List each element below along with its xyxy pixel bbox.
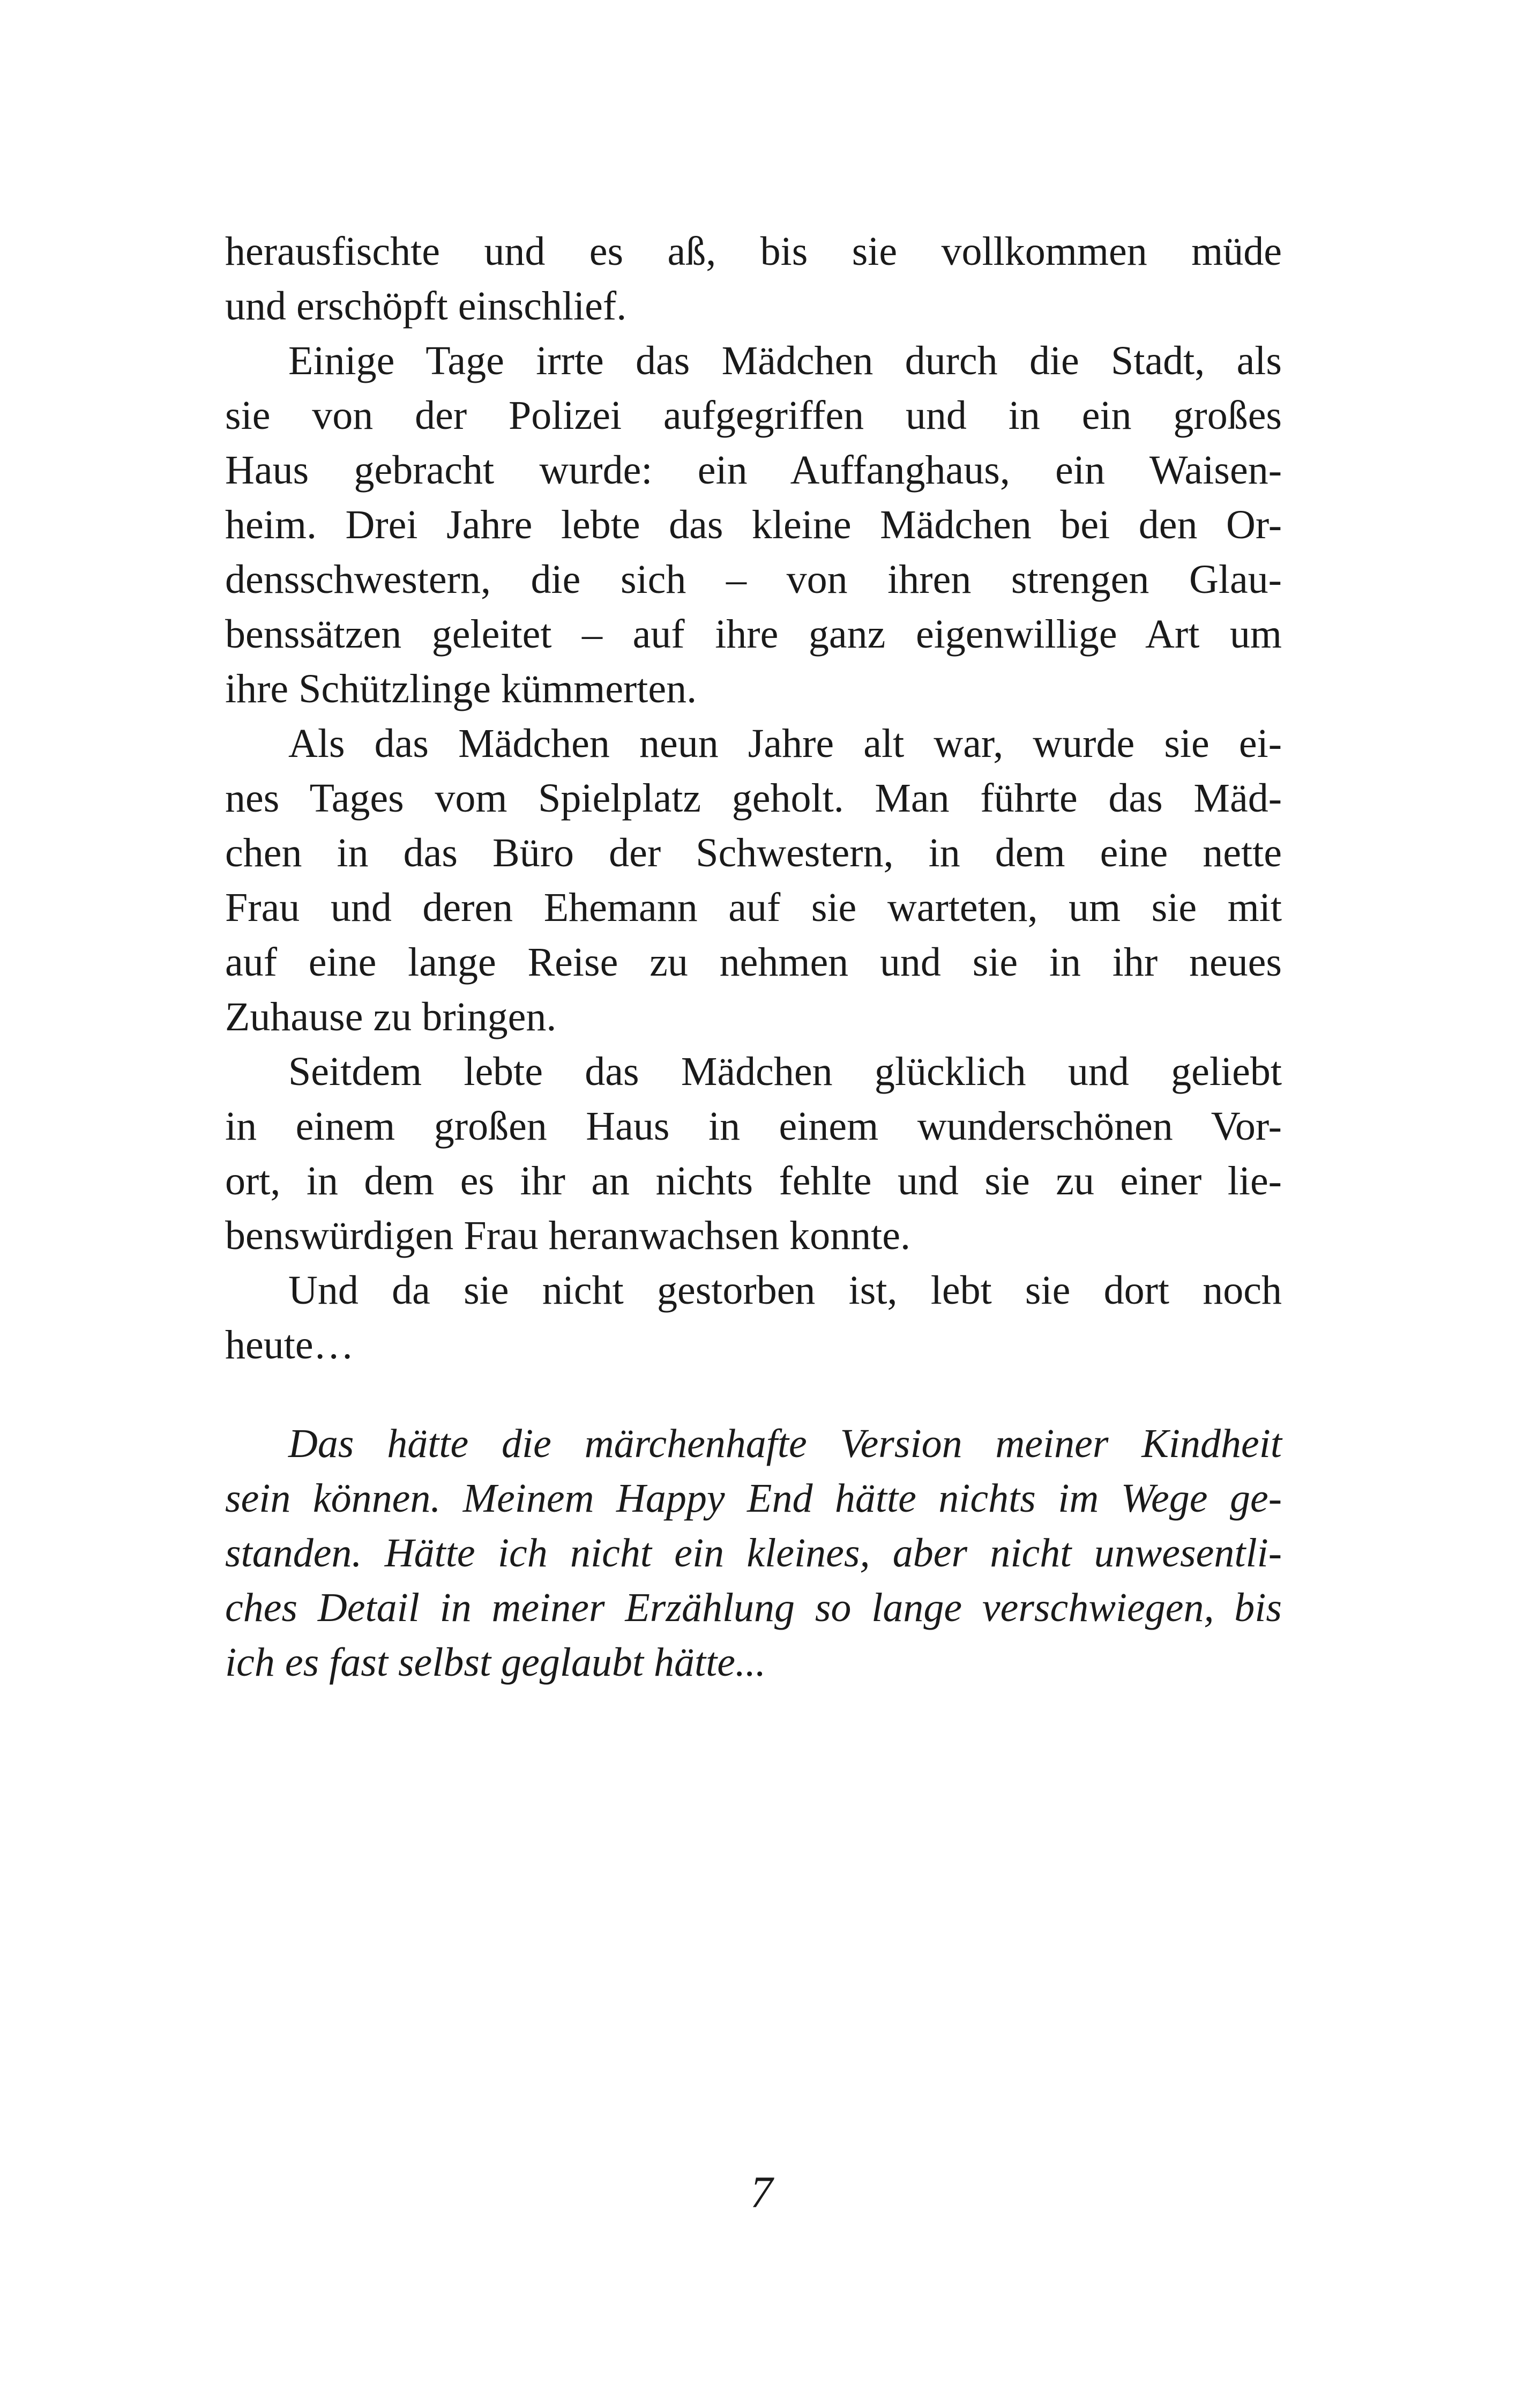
text-line: ihre Schützlinge kümmerten.: [225, 666, 697, 711]
paragraph: [225, 1263, 1282, 1372]
paragraph: [225, 1044, 1282, 1263]
page-number: 7: [750, 2167, 773, 2217]
text-line: und erschöpft einschlief.: [225, 284, 627, 329]
text-line: Zuhause zu bringen.: [225, 994, 557, 1039]
text-line: chen in das Büro der Schwestern, in dem eine nette: [225, 830, 1282, 875]
text-line: ich es fast selbst geglaubt hätte...: [225, 1640, 766, 1685]
text-line: Als das Mädchen neun Jahre alt war, wurde sie ei-: [288, 721, 1282, 766]
text-line: sie von der Polizei aufgegriffen und in ein großes: [225, 393, 1282, 438]
italic-epilogue: [225, 1416, 1282, 1690]
text-line: Seitdem lebte das Mädchen glücklich und geliebt: [288, 1049, 1282, 1094]
text-line: Und da sie nicht gestorben ist, lebt sie dort noch: [288, 1268, 1282, 1313]
text-line: benssätzen geleitet – auf ihre ganz eigenwillige Art um: [225, 612, 1282, 657]
text-line: heute…: [225, 1322, 354, 1367]
text-line: Das hätte die märchenhafte Version meiner Kindheit: [288, 1421, 1282, 1466]
text-line: nes Tages vom Spielplatz geholt. Man führte das Mäd-: [225, 776, 1282, 821]
text-line: ort, in dem es ihr an nichts fehlte und sie zu einer lie-: [225, 1158, 1282, 1203]
paragraph: [225, 224, 1282, 333]
text-line: in einem großen Haus in einem wunderschönen Vor-: [225, 1104, 1282, 1149]
text-line: densschwestern, die sich – von ihren strengen Glau-: [225, 557, 1282, 602]
text-line: auf eine lange Reise zu nehmen und sie in ihr neues: [225, 940, 1282, 985]
text-line: ches Detail in meiner Erzählung so lange verschwiegen, bis: [225, 1585, 1282, 1630]
text-line: standen. Hätte ich nicht ein kleines, aber nicht unwesentli-: [225, 1530, 1282, 1575]
text-line: Einige Tage irrte das Mädchen durch die Stadt, als: [288, 338, 1282, 383]
body-text: [225, 224, 1282, 1372]
paragraph: [225, 716, 1282, 1044]
text-line: heim. Drei Jahre lebte das kleine Mädchen bei den Or-: [225, 502, 1282, 547]
text-line: sein können. Meinem Happy End hätte nichts im Wege ge-: [225, 1476, 1282, 1521]
text-line: Frau und deren Ehemann auf sie warteten, um sie mit: [225, 885, 1282, 930]
text-line: benswürdigen Frau heranwachsen konnte.: [225, 1213, 910, 1258]
paragraph: [225, 333, 1282, 716]
text-line: Haus gebracht wurde: ein Auffanghaus, ein Waisen-: [225, 448, 1282, 493]
text-line: herausfischte und es aß, bis sie vollkommen müde: [225, 229, 1282, 274]
